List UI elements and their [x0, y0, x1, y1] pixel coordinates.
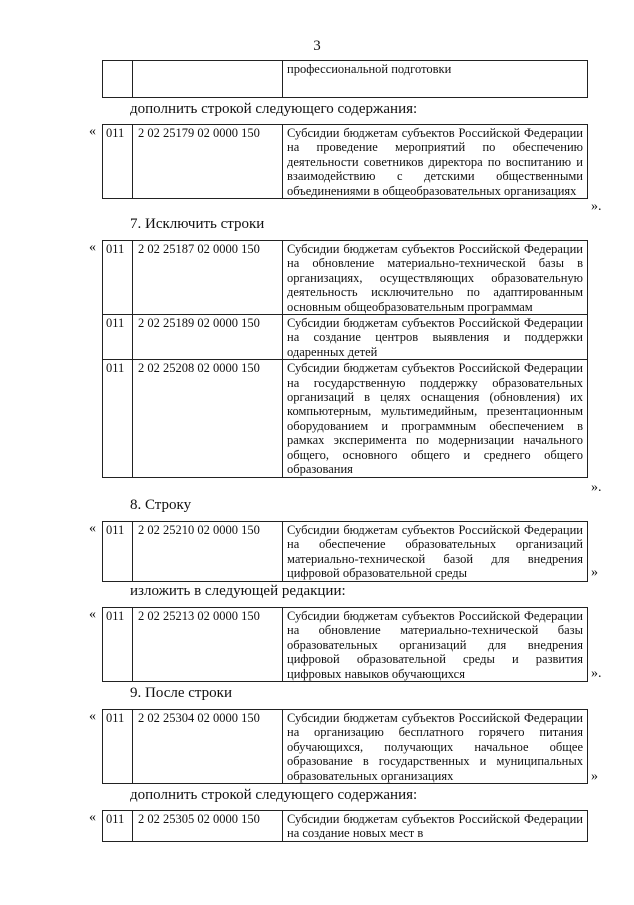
description-cell: профессиональной подготовки	[287, 62, 452, 76]
instruction-paragraph: дополнить строкой следующего содержания:	[130, 787, 418, 803]
description-cell: Субсидии бюджетам субъектов Российской Федерации на государственную поддержку образовательных организаций в целях оснащения (обновления) их компьютерным, мультимедийным, презентационным оборудованием и программным обеспечением в рамках эксперимента по модернизации начального общего, основного общего и среднего общего образования	[287, 361, 583, 477]
open-quote: «	[89, 607, 96, 622]
close-quote: »	[591, 565, 598, 580]
budget-table-continuation	[102, 60, 588, 98]
budget-table-after-row	[102, 709, 588, 784]
budget-table-insert-25305	[102, 810, 588, 842]
budget-table-replace-from	[102, 521, 588, 582]
kbk-code-cell: 2 02 25213 02 0000 150	[133, 608, 283, 681]
budget-table-exclude	[102, 240, 588, 478]
admin-code-cell: 011	[103, 710, 133, 783]
close-quote: ».	[591, 480, 602, 495]
kbk-code-cell: 2 02 25187 02 0000 150	[133, 241, 283, 314]
kbk-code-cell: 2 02 25208 02 0000 150	[133, 360, 283, 476]
kbk-code-cell: 2 02 25179 02 0000 150	[133, 125, 283, 198]
open-quote: «	[89, 240, 96, 255]
description-cell: Субсидии бюджетам субъектов Российской Федерации на создание новых мест в	[287, 812, 583, 841]
admin-code-cell: 011	[103, 241, 133, 314]
kbk-code-cell: 2 02 25210 02 0000 150	[133, 522, 283, 581]
admin-code-cell: 011	[103, 125, 133, 198]
instruction-paragraph: 8. Строку	[130, 497, 192, 513]
open-quote: «	[89, 709, 96, 724]
close-quote: ».	[591, 666, 602, 681]
kbk-code-cell: 2 02 25305 02 0000 150	[133, 811, 283, 841]
admin-code-cell: 011	[103, 522, 133, 581]
open-quote: «	[89, 521, 96, 536]
close-quote: ».	[591, 199, 602, 214]
instruction-paragraph: изложить в следующей редакции:	[130, 583, 346, 599]
page-number: 3	[313, 38, 321, 54]
budget-table-insert-25179	[102, 124, 588, 199]
admin-code-cell: 011	[103, 315, 133, 359]
admin-code-cell	[103, 61, 133, 97]
admin-code-cell: 011	[103, 608, 133, 681]
description-cell: Субсидии бюджетам субъектов Российской Федерации на проведение мероприятий по обеспечению деятельности советников директора по воспитанию и взаимодействию с детскими общественными объединениями в общеобразовательных организациях	[287, 126, 583, 198]
admin-code-cell: 011	[103, 360, 133, 476]
description-cell: Субсидии бюджетам субъектов Российской Федерации на организацию бесплатного горячего питания обучающихся, получающих начальное общее образование в государственных и муниципальных образовательных организациях	[287, 711, 583, 783]
open-quote: «	[89, 810, 96, 825]
kbk-code-cell: 2 02 25189 02 0000 150	[133, 315, 283, 359]
close-quote: »	[591, 769, 598, 784]
description-cell: Субсидии бюджетам субъектов Российской Федерации на обновление материально-технической базы образовательных организаций для внедрения цифровой образовательной среды и развития цифровых навыков обучающихся	[287, 609, 583, 681]
budget-table-replace-to	[102, 607, 588, 682]
description-cell: Субсидии бюджетам субъектов Российской Федерации на создание центров выявления и поддержки одаренных детей	[287, 316, 583, 359]
instruction-paragraph: 7. Исключить строки	[130, 216, 265, 232]
description-cell: Субсидии бюджетам субъектов Российской Федерации на обеспечение образовательных организаций материально-технической базой для внедрения цифровой образовательной среды	[287, 523, 583, 581]
instruction-paragraph: дополнить строкой следующего содержания:	[130, 101, 418, 117]
description-cell: Субсидии бюджетам субъектов Российской Федерации на обновление материально-технической базы в организациях, осуществляющих образовательную деятельность исключительно по адаптированным основным общеобразовательным программам	[287, 242, 583, 314]
instruction-paragraph: 9. После строки	[130, 685, 232, 701]
admin-code-cell: 011	[103, 811, 133, 841]
open-quote: «	[89, 124, 96, 139]
kbk-code-cell: 2 02 25304 02 0000 150	[133, 710, 283, 783]
kbk-code-cell	[133, 61, 283, 97]
